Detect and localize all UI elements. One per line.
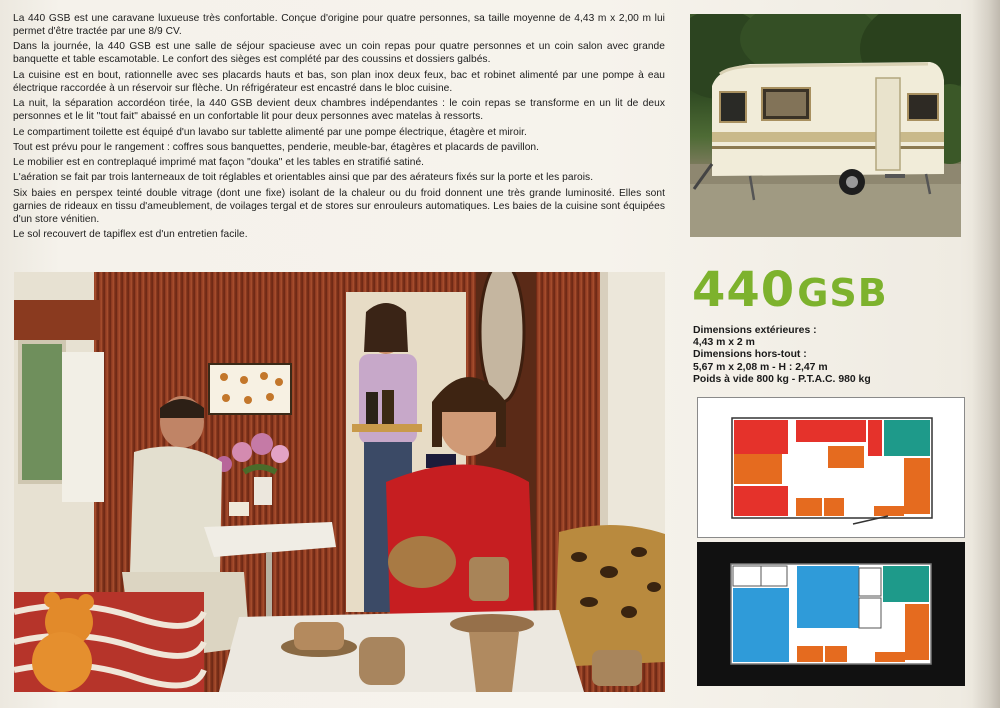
- specifications: [693, 325, 973, 386]
- paragraph-floor: Le sol recouvert de tapiflex est d'un entretien facile.: [13, 229, 248, 241]
- spec-overall-value: 5,67 m x 2,08 m - H : 2,47 m: [693, 361, 828, 373]
- model-number: 440: [692, 262, 796, 318]
- caravan-exterior-illustration: [690, 14, 961, 237]
- paragraph-night: La nuit, la séparation accordéon tirée, la 440 GSB devient deux chambres indépendantes : le coin repas se transforme en un lit de deux personnes et le lit "tout fait" abaissé en un confortable lit pour deux personnes avec matelas à ressorts.: [13, 98, 665, 123]
- caravan-interior-illustration: [14, 272, 665, 692]
- floor-plan-night-drawing: [697, 542, 965, 686]
- paragraph-windows: Six baies en perspex teinté double vitrage (dont une fixe) isolant de la chaleur ou du froid donnent une très grande luminosité. Elles sont garnies de rideaux en tissu d'ameublement, de voilages tergal et de stores sur enrouleurs automatiques. Les baies de la cuisine sont équipées d'un store vénitien.: [13, 187, 665, 225]
- description-text: [13, 12, 665, 243]
- paragraph-storage: Tout est prévu pour le rangement : coffres sous banquettes, penderie, meuble-bar, étagères et placards de pavillon.: [13, 141, 540, 153]
- spec-weight: Poids à vide 800 kg - P.T.A.C. 980 kg: [693, 373, 871, 385]
- paragraph-day: Dans la journée, la 440 GSB est une salle de séjour spacieuse avec un coin repas pour quatre personnes et un coin salon avec grande banquette et table escamotable. Le confort des sièges est complété par des coussins et dossiers galbés.: [13, 41, 665, 66]
- binding-shadow: [972, 0, 1000, 708]
- caravan-interior-photo: [14, 272, 665, 692]
- paragraph-ventilation: L'aération se fait par trois lanterneaux de toit réglables et orientables ainsi que par des aérateurs fixés sur la porte et les parois.: [13, 172, 594, 184]
- floor-plan-night: [697, 542, 965, 686]
- paragraph-intro: La 440 GSB est une caravane luxueuse très confortable. Conçue d'origine pour quatre personnes, sa taille moyenne de 4,43 m x 2,00 m lui permet d'être tractée par une 8/9 CV.: [13, 13, 665, 38]
- spec-overall-label: Dimensions hors-tout :: [693, 349, 807, 361]
- model-suffix: GSB: [797, 271, 888, 315]
- paragraph-toilet: Le compartiment toilette est équipé d'un lavabo sur tablette alimenté par une pompe électrique, étagère et miroir.: [13, 126, 527, 138]
- caravan-exterior-photo: [690, 14, 961, 237]
- spec-exterior-label: Dimensions extérieures :: [693, 325, 817, 336]
- model-title: [692, 262, 888, 318]
- spec-exterior-value: 4,43 m x 2 m: [693, 337, 755, 349]
- paragraph-furniture: Le mobilier est en contreplaqué imprimé mat façon "douka" et les tables en stratifié satiné.: [13, 157, 425, 169]
- floor-plan-day-drawing: [698, 398, 966, 539]
- paragraph-kitchen: La cuisine est en bout, rationnelle avec ses placards hauts et bas, son plan inox deux feux, bac et robinet alimenté par une pompe à eau électrique raccordée à un réservoir sur flèche. Un réfrigérateur est encastré dans le bloc cuisine.: [13, 69, 665, 94]
- floor-plan-day: [697, 397, 965, 538]
